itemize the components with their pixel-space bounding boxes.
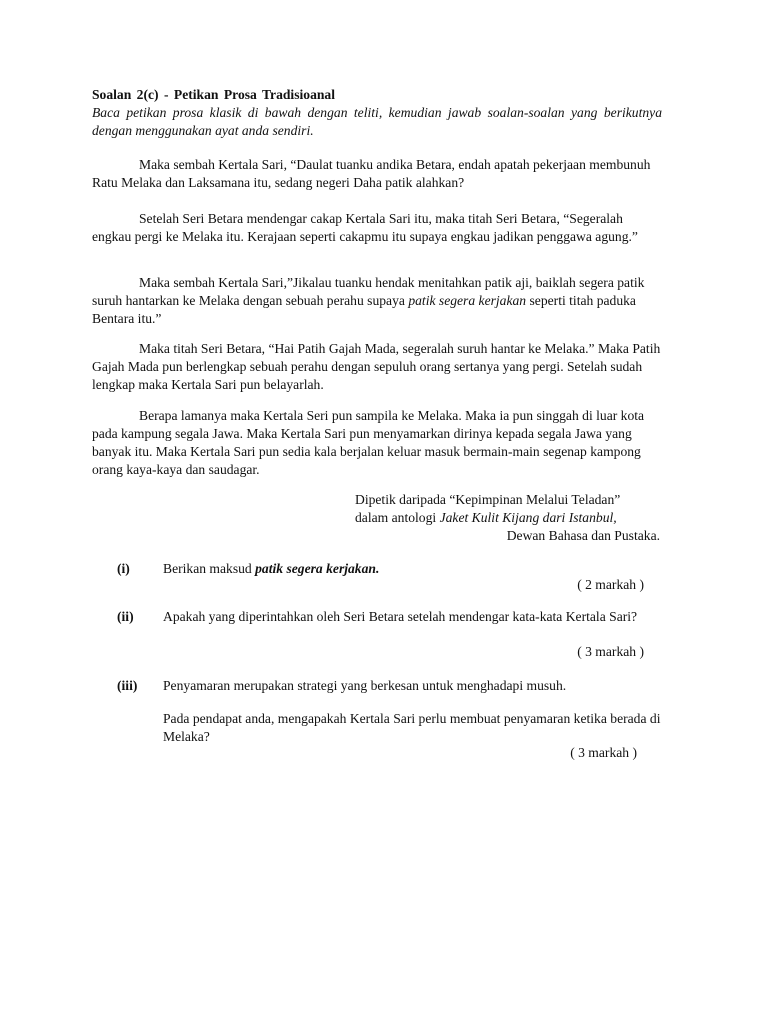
passage-paragraph-4: Maka titah Seri Betara, “Hai Patih Gajah Mada, segeralah suruh hantar ke Melaka.” Maka Patih Gajah Mada pun berlengkap sebuah perahu dengan sepuluh orang sertanya yang pergi. Setelah sudah lengkap maka Kertala Sari pun belayarlah. (92, 341, 661, 392)
question-marks-3: ( 3 markah ) (570, 745, 637, 760)
question-number-3: (iii) (117, 678, 138, 693)
question-text-1-prefix: Berikan maksud (163, 561, 256, 576)
question-text-3-part-2: Pada pendapat anda, mengapakah Kertala Sari perlu membuat penyamaran ketika berada di Melaka? (163, 711, 661, 744)
question-number-1: (i) (117, 561, 130, 576)
question-emphasis: patik segera kerjakan. (255, 561, 380, 576)
passage-paragraph-5: Berapa lamanya maka Kertala Seri pun sampila ke Melaka. Maka ia pun singgah di luar kota pada kampung segala Jawa. Maka Kertala Sari pun menyamarkan dirinya kepada segala Jawa yang banyak itu. Maka Kertala Sari pun sedia kala berjalan keluar masuk bermain-main segenap kampong orang kaya-kaya dan saudagar. (92, 408, 645, 477)
instruction-text: Baca petikan prosa klasik di bawah dengan teliti, kemudian jawab soalan-soalan yang berikutnya dengan menggunakan ayat anda sendiri. (92, 105, 662, 138)
passage-paragraph-2: Setelah Seri Betara mendengar cakap Kertala Sari itu, maka titah Seri Betara, “Segeralah engkau pergi ke Melaka itu. Kerajaan seperti cakapmu itu supaya engkau jadikan penggawa agung.” (92, 211, 638, 244)
section-title: Soalan 2(c) - Petikan Prosa Tradisioanal (92, 87, 335, 102)
question-marks-1: ( 2 markah ) (577, 577, 644, 592)
source-line-2 (355, 509, 660, 527)
passage-paragraph-3-text-a: Maka sembah Kertala Sari,”Jikalau tuanku hendak menitahkan patik aji, baiklah segera patik suruh hantarkan ke Melaka dengan sebuah perahu supaya (92, 275, 645, 308)
passage-paragraph-3 (92, 274, 662, 328)
source-citation (355, 491, 660, 545)
question-number-2: (ii) (117, 609, 134, 624)
question-text-3: Penyamaran merupakan strategi yang berkesan untuk menghadapi musuh. (163, 678, 567, 693)
source-book-title: Jaket Kulit Kijang dari Istanbul, (439, 510, 617, 525)
question-marks-2: ( 3 markah ) (577, 644, 644, 659)
source-line-1: Dipetik daripada “Kepimpinan Melalui Teladan” (355, 492, 621, 507)
passage-paragraph-1: Maka sembah Kertala Sari, “Daulat tuanku andika Betara, endah apatah pekerjaan membunuh Ratu Melaka dan Laksamana itu, sedang negeri Daha patik alahkan? (92, 157, 651, 190)
source-publisher: Dewan Bahasa dan Pustaka. (506, 528, 660, 543)
passage-emphasis: patik segera kerjakan (408, 293, 527, 308)
source-line-2-prefix: dalam antologi (355, 510, 440, 525)
question-text-2: Apakah yang diperintahkan oleh Seri Betara setelah mendengar kata-kata Kertala Sari? (163, 609, 638, 624)
passage-paragraph-3-text-b: seperti titah paduka Bentara itu.” (92, 293, 636, 326)
